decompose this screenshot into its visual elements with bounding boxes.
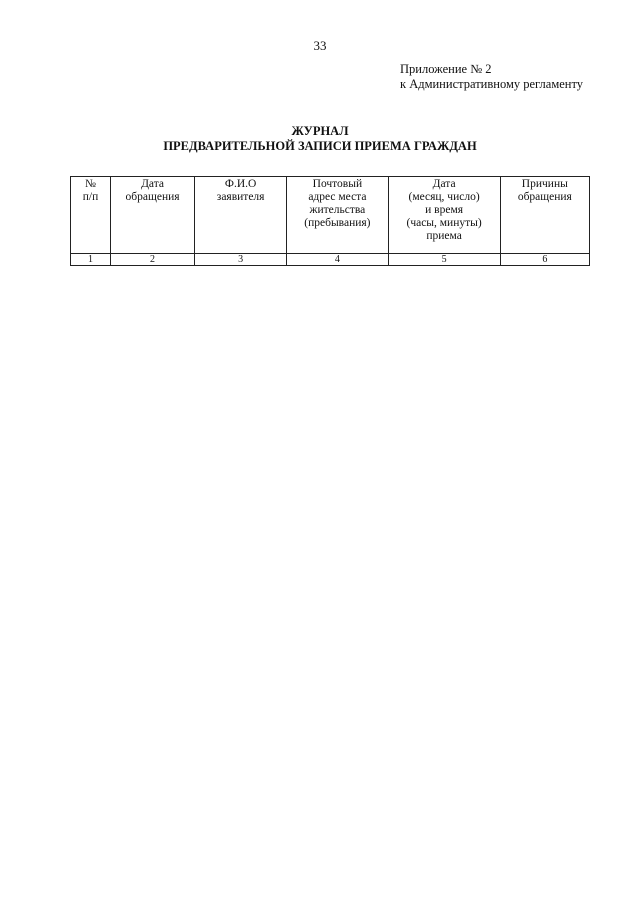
column-number-6: 6 <box>500 254 589 266</box>
column-number-4: 4 <box>287 254 388 266</box>
header-applicant-name: Ф.И.О заявителя <box>195 177 287 254</box>
header-postal-address: Почтовый адрес места жительства (пребывания) <box>287 177 388 254</box>
column-number-2: 2 <box>111 254 195 266</box>
appendix-reference <box>400 62 583 92</box>
title-line-1: ЖУРНАЛ <box>291 124 349 138</box>
table-row <box>71 254 590 266</box>
page-number: 33 <box>313 38 327 53</box>
column-number-5: 5 <box>388 254 500 266</box>
journal-table <box>70 176 590 266</box>
appendix-line-1: Приложение № 2 <box>400 62 492 76</box>
table-header-row <box>71 177 590 254</box>
document-title <box>0 124 640 154</box>
header-request-reasons: Причины обращения <box>500 177 589 254</box>
column-number-1: 1 <box>71 254 111 266</box>
header-appointment-datetime: Дата (месяц, число) и время (часы, минуты) приема <box>388 177 500 254</box>
appendix-line-2: к Административному регламенту <box>400 77 584 91</box>
column-number-3: 3 <box>195 254 287 266</box>
title-line-2: ПРЕДВАРИТЕЛЬНОЙ ЗАПИСИ ПРИЕМА ГРАЖДАН <box>163 139 477 153</box>
header-request-date: Дата обращения <box>111 177 195 254</box>
header-number: № п/п <box>71 177 111 254</box>
